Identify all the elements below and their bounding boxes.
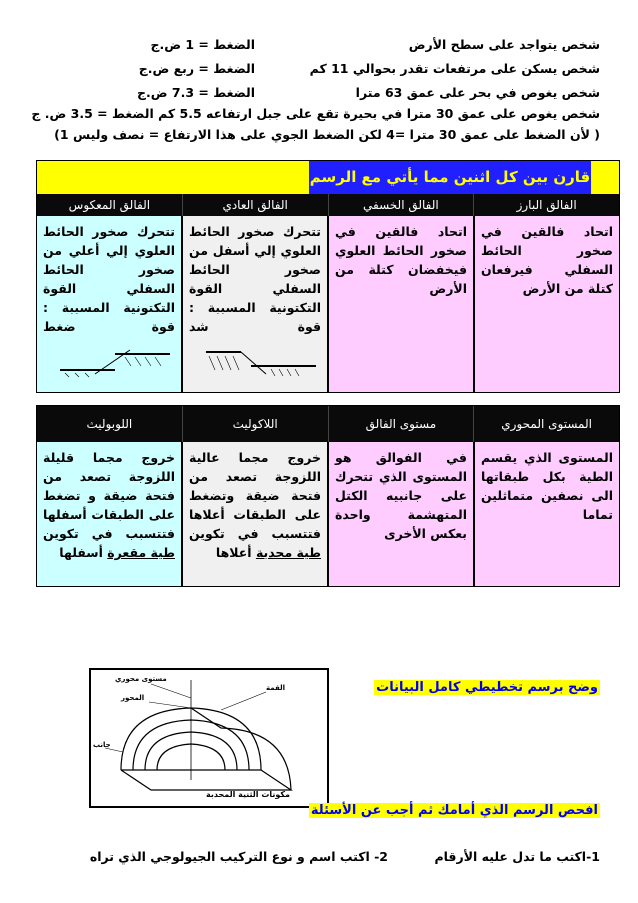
question-1: 1-اكتب ما تدل عليه الأرقام (434, 849, 600, 864)
label-axial-plane: مستوى محوري (115, 675, 167, 683)
structures-table (36, 405, 620, 587)
cell-text: في الفوالق هو المستوى الذي تتحرك على جانبيه الكتل المتهشمة واحدة بعكس الأخرى (335, 450, 467, 541)
header-cell: اللاكوليث (182, 406, 328, 442)
table-header-row (37, 194, 619, 216)
title-band-yellow-left (37, 161, 309, 194)
table2-header-row (37, 406, 619, 442)
intro-statement: شخص يغوص في بحر على عمق 63 مترا (355, 85, 600, 100)
question-2: 2- اكتب اسم و نوع التركيب الجيولوجي الذي تراه (89, 849, 388, 864)
label-limb: جانب (93, 741, 111, 749)
cell-reverse-fault (37, 216, 181, 392)
cell-normal-fault (181, 216, 327, 392)
title-band-yellow-right (591, 161, 619, 194)
label-crest: القمة (266, 684, 286, 692)
cell-text: تتحرك صخور الحائط العلوي إلي أسفل من صخور الحائط السفلي القوة التكتونية المسببة : قوة شد (189, 224, 321, 334)
cell-underlined: طية محدبة (255, 545, 321, 560)
table2-body-row (37, 442, 619, 586)
cell-text: اتحاد فالقين في صخور الحائط العلوي فيخفضان كتلة من الأرض (335, 224, 467, 296)
intro-value: الضغط = 7.3 ض.ج (136, 85, 255, 100)
table-title-band (37, 161, 619, 194)
cell-text: تتحرك صخور الحائط العلوي إلي أعلي من صخور الحائط السفلي القوة التكتونية المسببة : قوة ضغط (43, 224, 175, 334)
reverse-fault-sketch (55, 344, 175, 378)
questions-instruction: افحص الرسم الذي أمامك ثم أجب عن الأسئلة (310, 803, 598, 818)
cell-underlined: طية مقعرة (107, 545, 175, 560)
anticline-diagram (89, 668, 329, 808)
cell-text: المستوى الذي يقسم الطية بكل طبقاتها الى نصفين متماثلين تماما (481, 450, 613, 522)
anticline-drawing (91, 670, 327, 806)
header-cell: الفالق الخسفي (328, 194, 474, 216)
intro-statement: شخص يسكن على مرتفعات تقدر بحوالي 11 كم (309, 61, 600, 76)
cell-axial-plane (473, 442, 619, 586)
cell-text: أعلاها (215, 545, 256, 560)
cell-text: اتحاد فالقين في صخور الحائط السفلي فيرفعان كتلة من الأرض (481, 224, 613, 296)
header-cell: الفالق المعكوس (68, 198, 151, 212)
cell-text: خروج مجما قليلة اللزوجة تصعد من فتحة ضيقة و تضغط على الطبقات أسفلها فتتسبب في تكوين (43, 450, 175, 541)
cell-reverse-raised (473, 216, 619, 392)
cell-text: أسفلها (59, 545, 108, 560)
header-cell: اللوبوليث (86, 417, 133, 431)
header-cell: الفالق العادي (182, 194, 328, 216)
intro-statement: شخص يتواجد على سطح الأرض (408, 37, 600, 52)
table-title: قارن بين كل اثنين مما يأتي مع الرسم (309, 161, 591, 194)
normal-fault-sketch (201, 344, 321, 378)
fault-comparison-table (36, 160, 620, 393)
cell-graben (327, 216, 473, 392)
diagram-instruction: وضح برسم تخطيطي كامل البيانات (376, 680, 598, 695)
cell-fault-plane (327, 442, 473, 586)
intro-value: الضغط = ربع ض.ج (138, 61, 255, 76)
cell-lopolith (37, 442, 181, 586)
cell-laccolith (181, 442, 327, 586)
header-cell: المستوى المحوري (473, 406, 619, 442)
intro-value: الضغط = 1 ض.ج (150, 37, 255, 52)
intro-line-5: ( لأن الضغط على عمق 30 مترا =4 لكن الضغط الجوي على هذا الارتفاع = نصف وليس 1) (54, 127, 600, 142)
header-cell: مستوى الفالق (328, 406, 474, 442)
diagram-caption: مكونات الثنية المحدبة (206, 790, 290, 799)
cell-text: خروج مجما عالية اللزوجة تصعد من فتحة ضيقة وتضغط على الطبقات أعلاها فتتسبب في تكوين (189, 450, 321, 541)
label-axis: المحور (121, 694, 145, 702)
header-cell: الفالق البارز (473, 194, 619, 216)
intro-line-4: شخص يغوص على عمق 30 مترا في بحيرة تقع على جبل ارتفاعه 5.5 كم الضغط = 3.5 ض. ج (31, 106, 600, 121)
table-body-row (37, 216, 619, 392)
